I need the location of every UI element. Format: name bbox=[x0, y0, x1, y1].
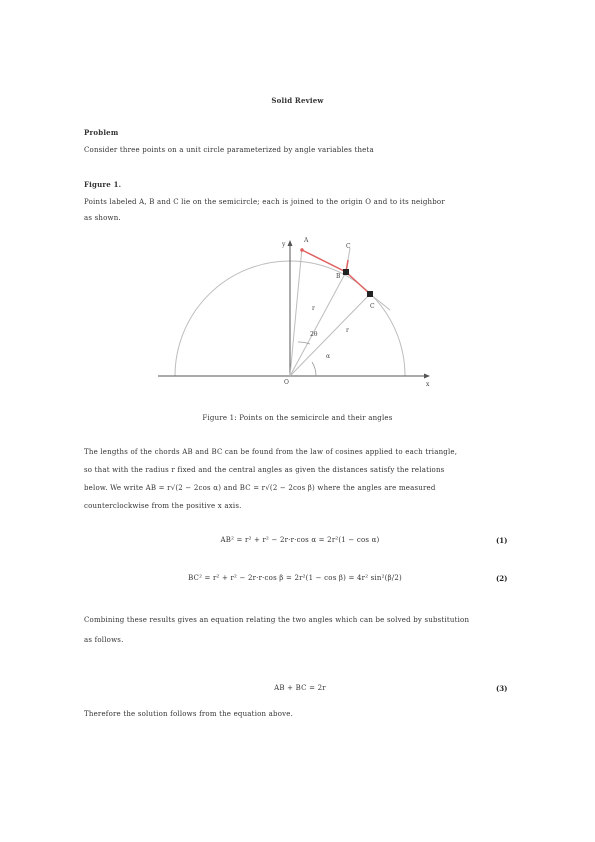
label-c2: C bbox=[370, 303, 375, 310]
label-c: C bbox=[346, 243, 351, 250]
point-b bbox=[343, 269, 349, 275]
after-eq-line-1: Combining these results gives an equation relating the two angles which can be solved by substitution bbox=[84, 616, 470, 624]
semicircle-figure bbox=[0, 232, 595, 432]
equation-3: AB + BC = 2r bbox=[274, 684, 326, 692]
section-heading: Problem bbox=[84, 128, 119, 137]
equation-2: BC² = r² + r² − 2r·r·cos β = 2r²(1 − cos β) = 4r² sin²(β/2) bbox=[188, 574, 402, 582]
label-r2: r bbox=[346, 327, 349, 334]
angle-arc-alpha bbox=[312, 362, 316, 376]
ray-c bbox=[290, 294, 370, 376]
section-text: Consider three points on a unit circle parameterized by angle variables theta bbox=[84, 146, 374, 154]
body-line-2: so that with the radius r fixed and the central angles as given the distances satisfy the relations bbox=[84, 466, 445, 474]
label-b: B bbox=[336, 273, 341, 280]
figure-caption: Figure 1: Points on the semicircle and their angles bbox=[202, 414, 393, 422]
label-origin: O bbox=[284, 379, 289, 386]
equation-1: AB² = r² + r² − 2r·r·cos α = 2r²(1 − cos α) bbox=[220, 536, 380, 544]
equation-3-number: (3) bbox=[496, 684, 508, 693]
x-axis-arrow bbox=[424, 374, 430, 379]
chord-ab bbox=[302, 250, 346, 272]
y-axis-arrow bbox=[288, 240, 293, 246]
equation-1-number: (1) bbox=[496, 536, 508, 545]
label-a: A bbox=[304, 237, 309, 244]
equation-2-number: (2) bbox=[496, 574, 508, 583]
page-title: Solid Review bbox=[271, 96, 324, 105]
figure-subheading: Figure 1. bbox=[84, 180, 122, 189]
intro-line-1: Points labeled A, B and C lie on the semicircle; each is joined to the origin O and to its neighbor bbox=[84, 198, 445, 206]
body-line-4: counterclockwise from the positive x axis. bbox=[84, 502, 242, 510]
label-x-axis: x bbox=[426, 381, 430, 388]
chord-bc bbox=[346, 272, 370, 294]
point-a bbox=[300, 248, 304, 252]
body-line-3: below. We write AB = r√(2 − 2cos α) and BC = r√(2 − 2cos β) where the angles are measured bbox=[84, 484, 436, 492]
intro-line-2: as shown. bbox=[84, 214, 121, 222]
label-y-axis: y bbox=[282, 241, 286, 248]
label-2theta: 2θ bbox=[310, 331, 318, 338]
point-c bbox=[367, 291, 373, 297]
final-line: Therefore the solution follows from the equation above. bbox=[84, 710, 294, 718]
label-r1: r bbox=[312, 305, 315, 312]
body-line-1: The lengths of the chords AB and BC can be found from the law of cosines applied to each triangle, bbox=[84, 448, 458, 456]
after-eq-line-2: as follows. bbox=[84, 636, 124, 644]
label-alpha: α bbox=[326, 353, 331, 360]
